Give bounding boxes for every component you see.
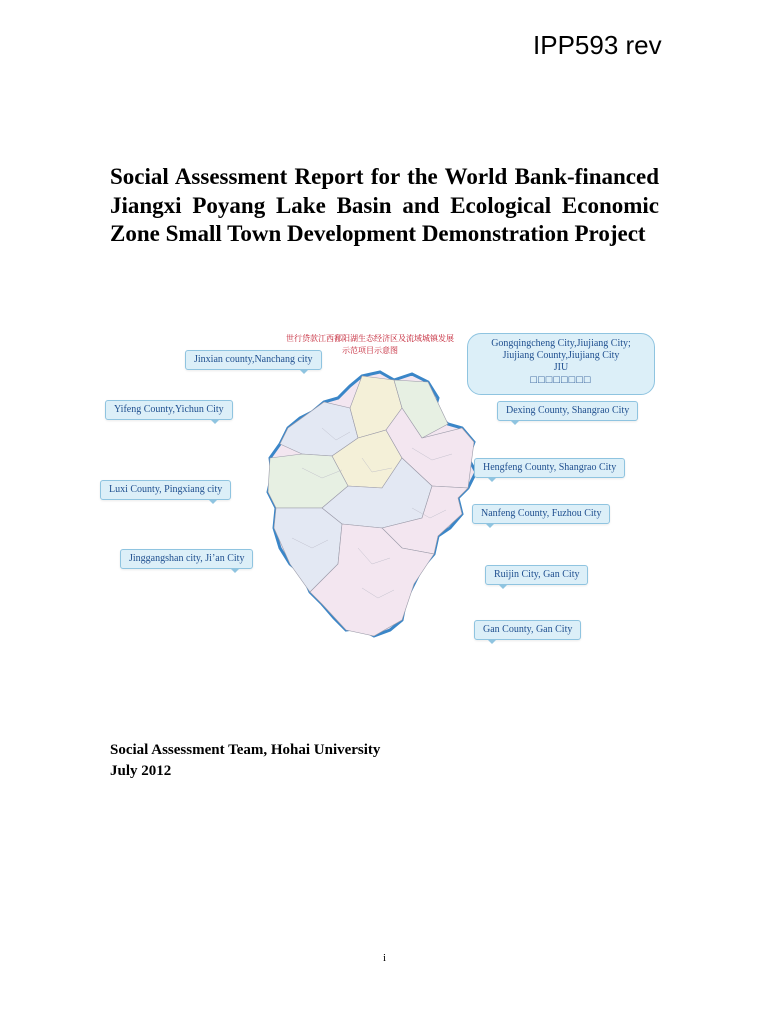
map-caption-line2: 示范项目示意图 (342, 346, 398, 355)
callout-gongqing (467, 333, 655, 395)
callout-ruijin: Ruijin City, Gan City (485, 565, 588, 585)
page-number: i (383, 952, 387, 964)
report-date: July 2012 (110, 763, 172, 779)
callout-dexing: Dexing County, Shangrao City (497, 401, 638, 421)
callout-jinggangshan: Jinggangshan city, Ji’an City (120, 549, 253, 569)
callout-nanfeng: Nanfeng County, Fuzhou City (472, 504, 610, 524)
document-id: IPP593 rev (533, 30, 662, 60)
author-team: Social Assessment Team, Hohai University (110, 742, 381, 758)
jiangxi-map-graphic (262, 368, 484, 644)
callout-gongqing-line3: JIU (553, 362, 569, 373)
map-caption-line1: 世行贷款江西鄱阳湖生态经济区及流域城镇发展 (286, 334, 454, 343)
jiangxi-map (262, 368, 484, 644)
callout-luxi: Luxi County, Pingxiang city (100, 480, 231, 500)
callout-gan: Gan County, Gan City (474, 620, 581, 640)
callout-gongqing-line1: Gongqingcheng City,Jiujiang City; (491, 338, 631, 349)
callout-gongqing-line2: Jiujiang County,Jiujiang City (502, 350, 620, 361)
callout-hengfeng: Hengfeng County, Shangrao City (474, 458, 625, 478)
callout-yifeng: Yifeng County,Yichun City (105, 400, 233, 420)
report-title: Social Assessment Report for the World Bank-financed Jiangxi Poyang Lake Basin and Ecological Economic Zone Small Town Development Demonstration Project (110, 164, 659, 246)
footer (110, 740, 380, 782)
callout-gongqing-cjk: □□□□□□□□ (530, 374, 592, 386)
callout-jinxian: Jinxian county,Nanchang city (185, 350, 322, 370)
